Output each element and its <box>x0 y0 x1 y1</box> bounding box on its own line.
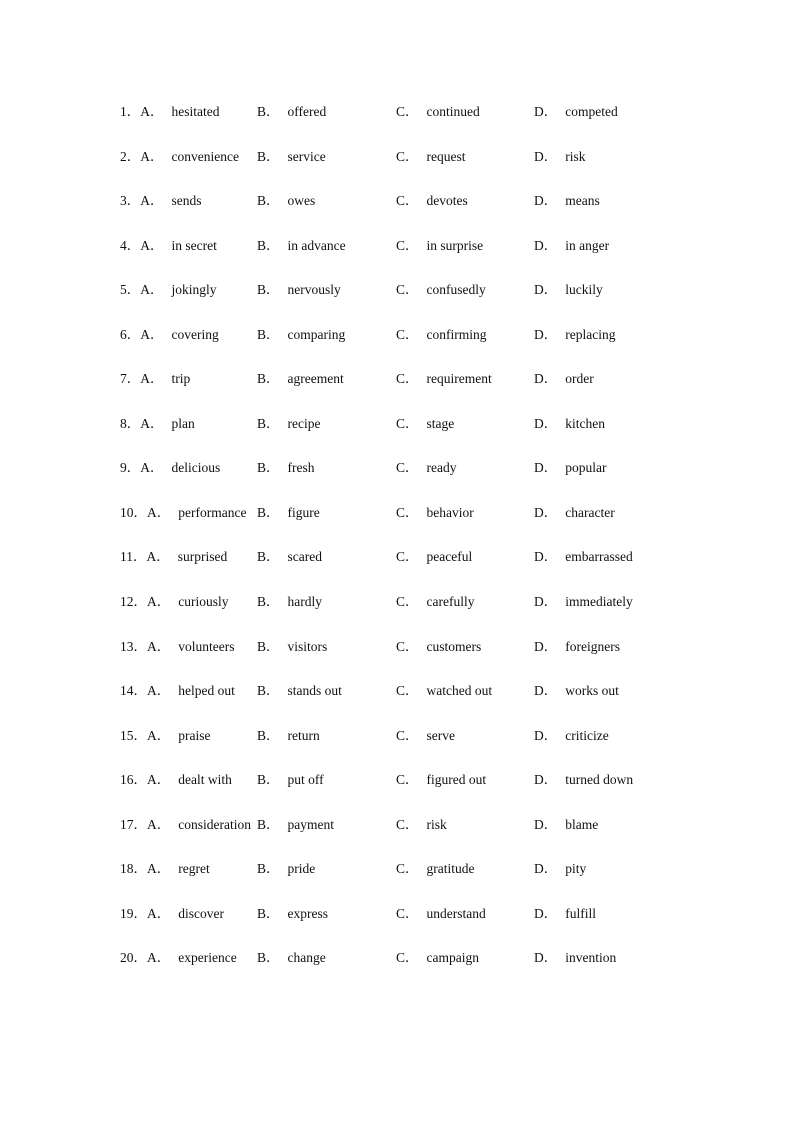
question-number: 7． <box>120 371 141 387</box>
option-letter: D． <box>534 727 558 743</box>
question-number: 2． <box>120 148 141 164</box>
option-a <box>120 636 235 658</box>
option-c <box>396 546 472 568</box>
option-d <box>534 680 619 702</box>
option-a <box>120 190 202 212</box>
option-letter: B． <box>257 504 280 520</box>
option-text: discover <box>178 905 224 921</box>
option-text: figure <box>287 504 320 520</box>
option-letter: A． <box>146 549 170 565</box>
option-c <box>396 324 487 346</box>
option-b <box>257 146 326 168</box>
option-letter: D． <box>534 549 558 565</box>
option-letter: A． <box>147 727 171 743</box>
question-row <box>120 725 680 770</box>
option-text: nervously <box>287 282 341 298</box>
option-a <box>120 235 217 257</box>
option-letter: A． <box>140 326 164 342</box>
option-letter: B． <box>257 193 280 209</box>
option-text: jokingly <box>171 282 217 298</box>
option-b <box>257 947 326 969</box>
option-letter: C． <box>396 504 419 520</box>
option-letter: D． <box>534 950 558 966</box>
option-text: risk <box>565 148 586 164</box>
option-letter: B． <box>257 104 280 119</box>
option-d <box>534 146 586 168</box>
option-d <box>534 725 609 747</box>
option-text: in anger <box>565 237 610 253</box>
option-d <box>534 814 598 836</box>
option-b <box>257 368 344 390</box>
option-d <box>534 903 596 925</box>
option-text: curiously <box>178 594 229 610</box>
option-letter: C． <box>396 148 419 164</box>
question-row <box>120 947 680 992</box>
option-letter: D． <box>534 594 558 610</box>
option-letter: C． <box>396 549 419 565</box>
question-row <box>120 324 680 369</box>
option-a <box>120 413 195 435</box>
question-number: 17． <box>120 816 147 832</box>
question-number: 9． <box>120 460 141 476</box>
option-a <box>120 591 229 613</box>
option-letter: A． <box>147 683 171 699</box>
option-letter: B． <box>257 549 280 565</box>
option-text: competed <box>565 104 618 119</box>
option-text: trip <box>171 371 191 387</box>
option-letter: D． <box>534 282 558 298</box>
option-text: sends <box>171 193 202 209</box>
option-b <box>257 235 346 257</box>
option-letter: B． <box>257 148 280 164</box>
option-text: embarrassed <box>565 549 633 565</box>
option-text: fulfill <box>565 905 596 921</box>
option-letter: A． <box>140 104 164 119</box>
option-letter: D． <box>534 237 558 253</box>
option-c <box>396 457 457 479</box>
option-letter: B． <box>257 950 280 966</box>
option-text: gratitude <box>426 861 475 877</box>
question-number: 6． <box>120 326 141 342</box>
option-letter: B． <box>257 772 280 788</box>
option-letter: A． <box>147 861 171 877</box>
option-text: character <box>565 504 615 520</box>
option-letter: C． <box>396 638 419 654</box>
option-c <box>396 769 486 791</box>
option-text: agreement <box>287 371 344 387</box>
option-a <box>120 146 239 168</box>
option-text: behavior <box>426 504 474 520</box>
option-letter: C． <box>396 816 419 832</box>
question-number: 1． <box>120 104 141 119</box>
question-number: 18． <box>120 861 147 877</box>
option-letter: D． <box>534 683 558 699</box>
option-c <box>396 903 486 925</box>
option-c <box>396 814 447 836</box>
option-a <box>120 947 237 969</box>
option-text: pride <box>287 861 316 877</box>
question-row <box>120 457 680 502</box>
option-text: foreigners <box>565 638 620 654</box>
option-b <box>257 502 320 524</box>
option-c <box>396 413 454 435</box>
option-d <box>534 769 633 791</box>
question-number: 15． <box>120 727 147 743</box>
option-c <box>396 947 479 969</box>
option-c <box>396 235 483 257</box>
option-d <box>534 279 603 301</box>
option-c <box>396 146 466 168</box>
option-text: continued <box>426 104 480 119</box>
option-a <box>120 368 190 390</box>
question-row <box>120 814 680 859</box>
option-text: blame <box>565 816 599 832</box>
option-d <box>534 235 609 257</box>
option-d <box>534 947 616 969</box>
option-text: hesitated <box>171 104 220 119</box>
option-c <box>396 591 474 613</box>
option-text: pity <box>565 861 587 877</box>
option-letter: A． <box>147 772 171 788</box>
option-letter: A． <box>147 905 171 921</box>
option-text: comparing <box>287 326 346 342</box>
option-text: praise <box>178 727 211 743</box>
option-letter: B． <box>257 326 280 342</box>
option-d <box>534 546 633 568</box>
option-letter: A． <box>140 282 164 298</box>
option-a <box>120 858 210 880</box>
question-row <box>120 680 680 725</box>
option-d <box>534 324 615 346</box>
option-c <box>396 725 455 747</box>
option-letter: D． <box>534 861 558 877</box>
option-letter: D． <box>534 460 558 476</box>
option-text: customers <box>426 638 482 654</box>
option-text: covering <box>171 326 219 342</box>
option-text: understand <box>426 905 486 921</box>
option-text: in surprise <box>426 237 484 253</box>
option-text: performance <box>178 504 247 520</box>
option-b <box>257 101 326 123</box>
option-text: invention <box>565 950 617 966</box>
option-letter: B． <box>257 460 280 476</box>
option-b <box>257 903 328 925</box>
option-text: stage <box>426 415 455 431</box>
option-letter: C． <box>396 193 419 209</box>
option-text: confusedly <box>426 282 486 298</box>
option-letter: C． <box>396 727 419 743</box>
option-letter: D． <box>534 104 558 119</box>
option-text: in advance <box>287 237 346 253</box>
option-d <box>534 413 605 435</box>
question-row <box>120 235 680 280</box>
option-letter: D． <box>534 905 558 921</box>
option-a <box>120 814 251 836</box>
option-text: devotes <box>426 193 468 209</box>
option-letter: C． <box>396 861 419 877</box>
option-letter: A． <box>147 950 171 966</box>
option-d <box>534 101 618 123</box>
option-b <box>257 413 321 435</box>
option-text: requirement <box>426 371 492 387</box>
option-letter: A． <box>147 594 171 610</box>
option-text: replacing <box>565 326 616 342</box>
option-text: popular <box>565 460 607 476</box>
option-text: stands out <box>287 683 342 699</box>
option-letter: D． <box>534 371 558 387</box>
option-text: carefully <box>426 594 475 610</box>
question-row <box>120 502 680 547</box>
option-letter: C． <box>396 683 419 699</box>
option-text: put off <box>287 772 324 788</box>
question-number: 13． <box>120 638 147 654</box>
option-letter: D． <box>534 148 558 164</box>
option-b <box>257 457 315 479</box>
option-letter: A． <box>140 193 164 209</box>
option-text: campaign <box>426 950 479 966</box>
option-c <box>396 279 486 301</box>
option-letter: C． <box>396 905 419 921</box>
option-letter: B． <box>257 282 280 298</box>
option-letter: C． <box>396 371 419 387</box>
option-text: serve <box>426 727 455 743</box>
option-d <box>534 636 620 658</box>
option-letter: C． <box>396 460 419 476</box>
question-number: 3． <box>120 193 141 209</box>
option-d <box>534 858 586 880</box>
option-a <box>120 725 210 747</box>
question-row <box>120 546 680 591</box>
question-number: 12． <box>120 594 147 610</box>
question-row <box>120 146 680 191</box>
question-number: 20． <box>120 950 147 966</box>
option-text: service <box>287 148 326 164</box>
option-text: express <box>287 905 329 921</box>
option-text: delicious <box>171 460 221 476</box>
option-c <box>396 636 481 658</box>
option-text: watched out <box>426 683 493 699</box>
option-b <box>257 591 322 613</box>
option-letter: B． <box>257 371 280 387</box>
option-letter: C． <box>396 326 419 342</box>
question-row <box>120 101 680 146</box>
option-text: confirming <box>426 326 487 342</box>
option-a <box>120 279 217 301</box>
option-text: return <box>287 727 320 743</box>
option-text: turned down <box>565 772 634 788</box>
option-b <box>257 324 345 346</box>
question-list <box>120 101 680 992</box>
option-b <box>257 546 322 568</box>
option-text: figured out <box>426 772 487 788</box>
option-a <box>120 769 232 791</box>
option-d <box>534 190 600 212</box>
option-letter: A． <box>147 638 171 654</box>
option-letter: D． <box>534 816 558 832</box>
option-b <box>257 814 334 836</box>
option-text: fresh <box>287 460 315 476</box>
question-row <box>120 279 680 324</box>
question-number: 4． <box>120 237 141 253</box>
option-letter: D． <box>534 638 558 654</box>
option-text: visitors <box>287 638 328 654</box>
option-letter: C． <box>396 772 419 788</box>
option-letter: D． <box>534 415 558 431</box>
option-a <box>120 457 220 479</box>
option-text: hardly <box>287 594 323 610</box>
option-letter: A． <box>140 415 164 431</box>
option-letter: A． <box>147 816 171 832</box>
option-letter: C． <box>396 594 419 610</box>
option-text: in secret <box>171 237 217 253</box>
option-letter: C． <box>396 237 419 253</box>
option-b <box>257 680 342 702</box>
option-a <box>120 324 219 346</box>
option-b <box>257 725 320 747</box>
question-number: 8． <box>120 415 141 431</box>
option-text: risk <box>426 816 447 832</box>
option-text: change <box>287 950 326 966</box>
option-b <box>257 636 327 658</box>
option-letter: B． <box>257 861 280 877</box>
option-letter: C． <box>396 950 419 966</box>
question-row <box>120 190 680 235</box>
option-c <box>396 368 492 390</box>
option-b <box>257 769 324 791</box>
option-letter: A． <box>140 371 164 387</box>
option-text: consideration <box>178 816 251 832</box>
option-text: means <box>565 193 600 209</box>
option-text: request <box>426 148 466 164</box>
option-letter: A． <box>147 504 171 520</box>
option-text: order <box>565 371 594 387</box>
option-c <box>396 680 492 702</box>
option-c <box>396 190 468 212</box>
option-c <box>396 858 475 880</box>
question-number: 11． <box>120 549 147 565</box>
question-number: 19． <box>120 905 147 921</box>
option-letter: D． <box>534 772 558 788</box>
option-letter: B． <box>257 727 280 743</box>
question-row <box>120 368 680 413</box>
option-a <box>120 546 227 568</box>
question-row <box>120 858 680 903</box>
option-text: scared <box>287 549 322 565</box>
question-row <box>120 591 680 636</box>
option-text: volunteers <box>178 638 235 654</box>
option-c <box>396 101 480 123</box>
option-a <box>120 101 219 123</box>
option-b <box>257 858 315 880</box>
option-text: owes <box>287 193 316 209</box>
option-text: surprised <box>177 549 228 565</box>
option-d <box>534 457 607 479</box>
option-letter: B． <box>257 638 280 654</box>
option-b <box>257 190 315 212</box>
question-number: 10． <box>120 504 147 520</box>
option-text: plan <box>171 415 195 431</box>
option-letter: B． <box>257 415 280 431</box>
option-text: dealt with <box>178 772 232 788</box>
option-d <box>534 591 633 613</box>
option-text: luckily <box>565 282 603 298</box>
option-text: experience <box>178 950 237 966</box>
question-row <box>120 769 680 814</box>
option-b <box>257 279 341 301</box>
question-number: 5． <box>120 282 141 298</box>
option-letter: A． <box>140 148 164 164</box>
option-letter: B． <box>257 683 280 699</box>
option-a <box>120 680 235 702</box>
question-number: 16． <box>120 772 147 788</box>
option-text: ready <box>426 460 457 476</box>
option-text: immediately <box>565 594 633 610</box>
option-letter: A． <box>140 460 164 476</box>
option-text: works out <box>565 683 619 699</box>
option-text: regret <box>178 861 210 877</box>
question-row <box>120 413 680 458</box>
option-letter: C． <box>396 415 419 431</box>
option-d <box>534 502 615 524</box>
option-text: peaceful <box>426 549 473 565</box>
option-letter: D． <box>534 193 558 209</box>
question-number: 14． <box>120 683 147 699</box>
option-text: criticize <box>565 727 609 743</box>
option-a <box>120 903 224 925</box>
option-text: kitchen <box>565 415 605 431</box>
option-a <box>120 502 246 524</box>
option-c <box>396 502 474 524</box>
option-text: payment <box>287 816 335 832</box>
option-letter: B． <box>257 905 280 921</box>
option-text: convenience <box>171 148 239 164</box>
option-letter: C． <box>396 104 419 119</box>
option-letter: C． <box>396 282 419 298</box>
option-text: recipe <box>287 415 321 431</box>
question-row <box>120 903 680 948</box>
option-letter: D． <box>534 326 558 342</box>
option-text: offered <box>287 104 327 119</box>
option-letter: B． <box>257 237 280 253</box>
option-letter: B． <box>257 816 280 832</box>
option-text: helped out <box>178 683 235 699</box>
option-d <box>534 368 594 390</box>
question-row <box>120 636 680 681</box>
option-letter: B． <box>257 594 280 610</box>
option-letter: D． <box>534 504 558 520</box>
option-letter: A． <box>140 237 164 253</box>
